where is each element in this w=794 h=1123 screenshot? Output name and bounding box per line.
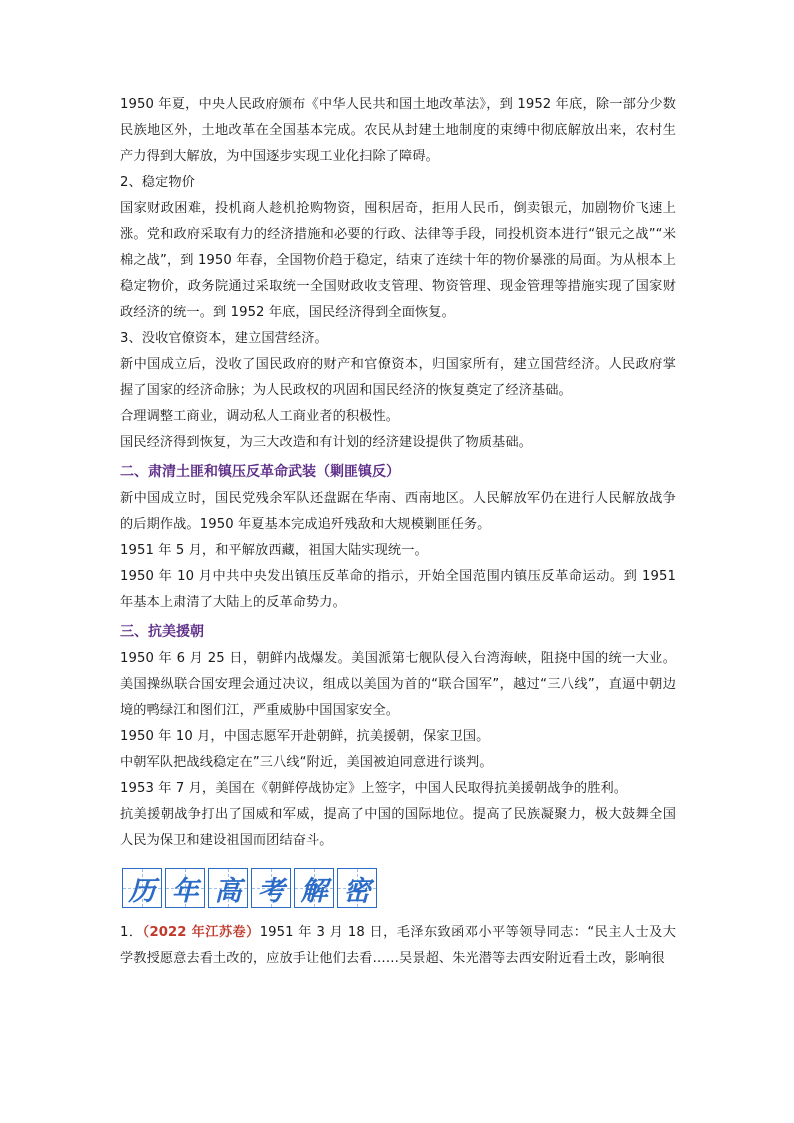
paragraph-armistice: 1953 年 7 月，美国在《朝鲜停战协定》上签字，中国人民取得抗美援朝战争的胜利。: [120, 781, 628, 796]
paragraph-significance: 抗美援朝战争打出了国威和军威，提高了中国的国际地位。提高了民族凝聚力，极大鼓舞全国人民为保卫和建设祖国而团结奋斗。: [120, 807, 676, 848]
paragraph-38th-parallel: 中朝军队把战线稳定在”三八线“附近，美国被迫同意进行谈判。: [120, 755, 493, 770]
section-heading-bandits: 二、肃清土匪和镇压反革命武装（剿匪镇反）: [120, 464, 400, 480]
paragraph-prices: 国家财政困难，投机商人趁机抢购物资，囤积居奇，拒用人民币，倒卖银元，加剧物价飞速上涨。党和政府采取有力的经济措施和必要的行政、法律等手段，同投机资本进行“银元之战”“米棉之战”，到 1950 年春，全国物价趋于稳定，结束了连续十年的物价暴涨的局面。为从根本上稳定物价，政务院通过采取统一全国财政收支管理、物资管理、现金管理等措施实现了国家财政经济的统一。到 1952 年底，国民经济得到全面恢复。: [120, 201, 676, 320]
banner-char: 高: [208, 868, 248, 908]
paragraph-volunteers: 1950 年 10 月，中国志愿军开赴朝鲜，抗美援朝，保家卫国。: [120, 729, 490, 744]
question-source: （2022 年江苏卷）: [142, 925, 260, 940]
banner-char: 解: [294, 868, 334, 908]
banner-char: 年: [165, 868, 205, 908]
paragraph-state-economy: 新中国成立后，没收了国民政府的财产和官僚资本，归国家所有，建立国营经济。人民政府掌握了国家的经济命脉；为人民政权的巩固和国民经济的恢复奠定了经济基础。: [120, 357, 676, 398]
section-heading-korea: 三、抗美援朝: [120, 624, 204, 640]
question-number: 1．: [120, 925, 143, 940]
paragraph-land-reform: 1950 年夏，中央人民政府颁布《中华人民共和国土地改革法》，到 1952 年底，除一部分少数民族地区外，土地改革在全国基本完成。农民从封建土地制度的束缚中彻底解放出来，农村生产力得到大解放，为中国逐步实现工业化扫除了障碍。: [120, 97, 676, 164]
document-body: [120, 92, 676, 972]
paragraph-tibet: 1951 年 5 月，和平解放西藏，祖国大陆实现统一。: [120, 543, 428, 558]
paragraph-counterrevolution: 1950 年 10 月中共中央发出镇压反革命的指示，开始全国范围内镇压反革命运动。到 1951 年基本上肃清了大陆上的反革命势力。: [120, 569, 676, 610]
paragraph-industry-commerce: 合理调整工商业，调动私人工商业者的积极性。: [120, 409, 400, 424]
question-1: [120, 920, 676, 972]
paragraph-recovery: 国民经济得到恢复，为三大改造和有计划的经济建设提供了物质基础。: [120, 435, 532, 450]
banner-char: 历: [122, 868, 162, 908]
paragraph-bandits-1: 新中国成立时，国民党残余军队还盘踞在华南、西南地区。人民解放军仍在进行人民解放战争的后期作战。1950 年夏基本完成追歼残敌和大规模剿匪任务。: [120, 491, 676, 532]
paragraph-korea-war: 1950 年 6 月 25 日，朝鲜内战爆发。美国派第七舰队侵入台湾海峡，阻挠中国的统一大业。美国操纵联合国安理会通过决议，组成以美国为首的“联合国军”，越过“三八线”，直逼中朝边境的鸭绿江和图们江，严重威胁中国国家安全。: [120, 651, 676, 718]
banner-char: 密: [337, 868, 377, 908]
exam-banner: [122, 866, 676, 910]
subheading-stabilize-prices: 2、稳定物价: [120, 175, 195, 190]
question-text: 1951 年 3 月 18 日，毛泽东致函邓小平等领导同志：“民主人士及大学教授愿意去看土改的，应放手让他们去看……吴景超、朱光潜等去西安附近看土改，影响很: [120, 925, 676, 966]
banner-char: 考: [251, 868, 291, 908]
subheading-state-economy: 3、没收官僚资本，建立国营经济。: [120, 331, 328, 346]
